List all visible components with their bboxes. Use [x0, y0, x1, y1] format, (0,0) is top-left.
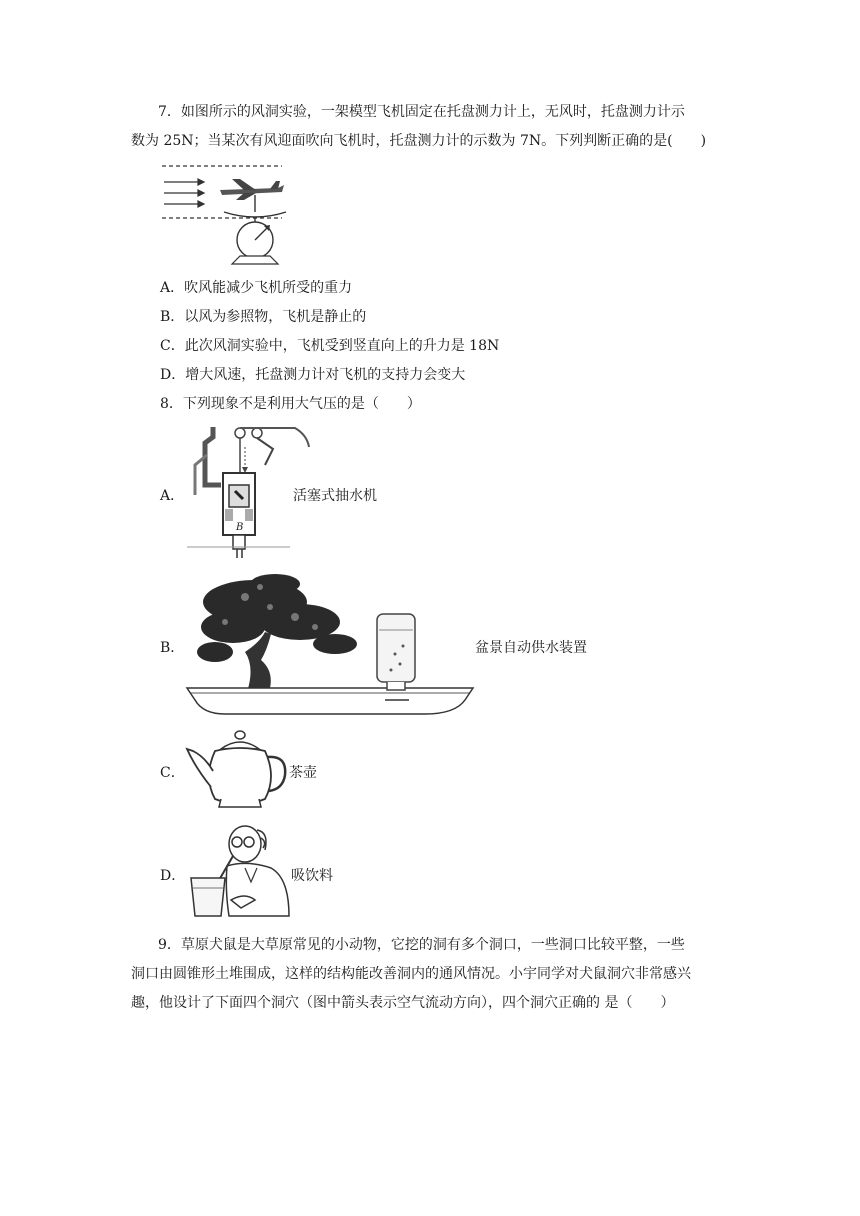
q8-option-c-letter: C． [160, 765, 185, 781]
q7-option-d: D．增大风速，托盘测力计对飞机的支持力会变大 [160, 367, 466, 383]
q9-stem-line2: 洞口由圆锥形土堆围成，这样的结构能改善洞内的通风情况。小宇同学对犬鼠洞穴非常感兴 [131, 966, 691, 982]
q7-stem-line2: 数为 25N；当某次有风迎面吹向飞机时，托盘测力计的示数为 7N。下列判断正确的是( ) [131, 133, 707, 149]
q7-option-a: A．吹风能减少飞机所受的重力 [160, 280, 353, 296]
q9-stem-line1: 9．草原犬鼠是大草原常见的小动物，它挖的洞有多个洞口，一些洞口比较平整，一些 [158, 937, 685, 953]
bonsai-water-figure [185, 572, 475, 720]
q7-option-b: B．以风为参照物，飞机是静止的 [160, 309, 367, 325]
straw-drinking-figure [185, 820, 293, 918]
wind-tunnel-figure [160, 162, 290, 266]
q8-option-c-caption: 茶壶 [289, 765, 317, 781]
pump-label-b: B [236, 522, 244, 533]
q8-option-b-letter: B． [160, 640, 185, 656]
q9-stem-line3: 趣，他设计了下面四个洞穴（图中箭头表示空气流动方向），四个洞穴正确的 是（ ） [131, 995, 675, 1011]
q8-option-b-caption: 盆景自动供水装置 [475, 640, 587, 656]
q8-option-d-caption: 吸饮料 [291, 868, 333, 884]
q8-option-d-letter: D． [160, 868, 186, 884]
q8-option-a-caption: 活塞式抽水机 [293, 488, 377, 504]
q8-stem: 8．下列现象不是利用大气压的是（ ） [160, 396, 421, 412]
q7-option-c: C．此次风洞实验中，飞机受到竖直向上的升力是 18N [160, 338, 500, 354]
q7-stem-line1: 7．如图所示的风洞实验，一架模型飞机固定在托盘测力计上，无风时，托盘测力计示 [158, 104, 685, 120]
teapot-figure [185, 727, 290, 811]
piston-pump-figure [185, 425, 310, 560]
q8-option-a-letter: A． [160, 488, 185, 504]
